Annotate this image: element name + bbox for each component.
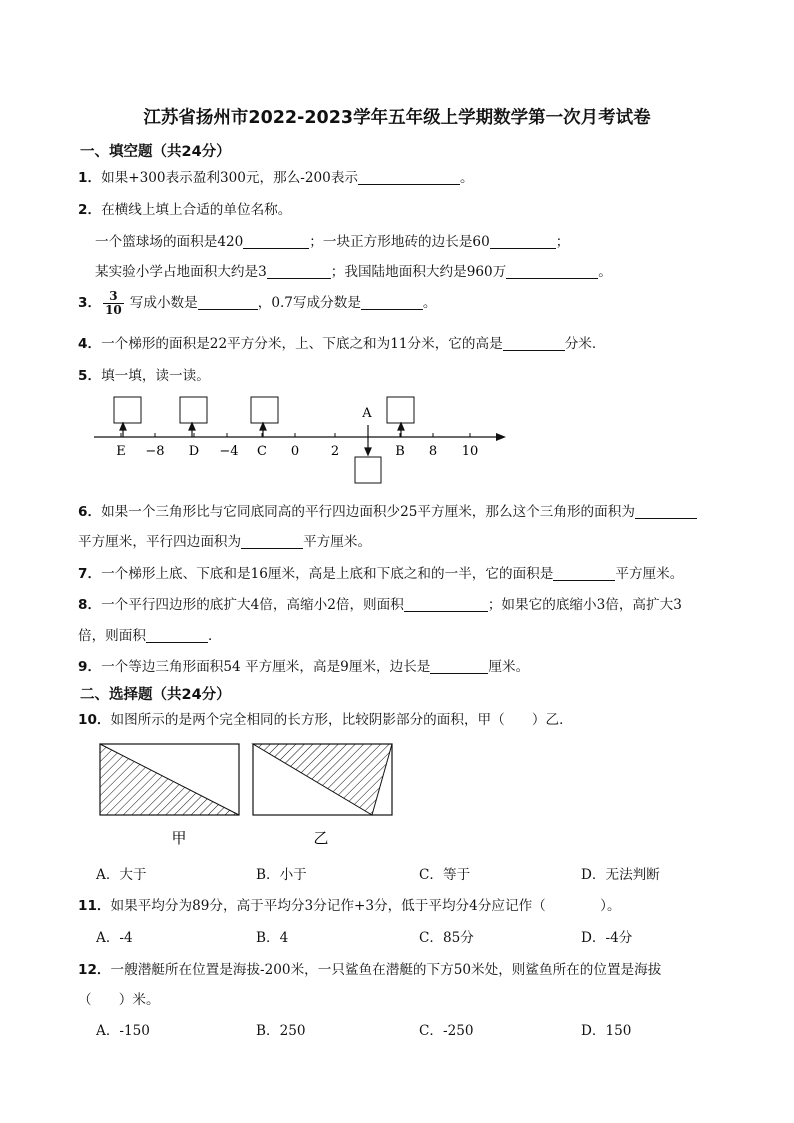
page-title: 江苏省扬州市2022-2023学年五年级上学期数学第一次月考试卷	[143, 108, 651, 128]
option-c[interactable]: C．-250	[419, 1023, 474, 1039]
answer-blank[interactable]	[553, 566, 615, 581]
question-6: 6．如果一个三角形比与它同底同高的平行四边面积少25平方厘米，那么这个三角形的面积为	[78, 500, 697, 520]
fraction: $\frac{3}{10}$	[105, 289, 122, 317]
answer-blank[interactable]	[358, 170, 460, 185]
answer-blank[interactable]	[241, 534, 303, 549]
option-b[interactable]: B．小于	[256, 867, 307, 883]
option-a[interactable]: A．-150	[96, 1023, 150, 1039]
answer-box-d[interactable]	[180, 397, 207, 423]
question-2: 2．在横线上填上合适的单位名称。	[78, 202, 292, 218]
shaded-triangle-jia	[100, 744, 239, 815]
answer-blank[interactable]	[267, 264, 331, 279]
answer-blank[interactable]	[503, 336, 565, 351]
answer-box-a[interactable]	[355, 457, 381, 483]
point-label-a: A	[362, 406, 372, 421]
option-c[interactable]: C．85分	[419, 930, 474, 946]
tick-label: 8	[428, 444, 438, 459]
option-c[interactable]: C．等于	[419, 867, 471, 883]
tick-label: C	[257, 444, 267, 459]
question-2-line-a: 一个篮球场的面积是420 ；一块正方形地砖的边长是60 ；	[95, 234, 570, 250]
option-d[interactable]: D．无法判断	[581, 867, 660, 883]
answer-blank[interactable]	[404, 597, 488, 612]
answer-blank[interactable]	[490, 234, 556, 249]
shaded-triangle-yi	[253, 744, 392, 815]
answer-box-e[interactable]	[114, 397, 141, 423]
answer-blank[interactable]	[243, 234, 309, 249]
option-d[interactable]: D．-4分	[581, 930, 633, 946]
option-b[interactable]: B．250	[256, 1023, 306, 1039]
tick-label: −8	[145, 444, 165, 459]
question-7: 7．一个梯形上底、下底和是16厘米，高是上底和下底之和的一半，它的面积是 平方厘米。	[78, 566, 684, 582]
question-1: 1．如果+300表示盈利300元，那么-200表示 。	[78, 170, 474, 186]
question-10: 10．如图所示的是两个完全相同的长方形，比较阴影部分的面积，甲（ ）乙．	[78, 712, 573, 728]
answer-blank[interactable]	[146, 628, 208, 643]
tick-label: B	[395, 444, 405, 459]
rectangles-figure	[96, 740, 396, 852]
question-2-line-b: 某实验小学占地面积大约是3 ；我国陆地面积大约是960万 。	[95, 264, 612, 280]
answer-blank[interactable]	[198, 295, 258, 310]
tick-label: E	[116, 444, 126, 459]
answer-blank[interactable]	[506, 264, 598, 279]
figure-label-jia: 甲	[171, 829, 187, 847]
answer-blank[interactable]	[361, 295, 423, 310]
question-3: 3． $\frac{3}{10}$ 写成小数是 ，0.7写成分数是 。	[78, 289, 437, 317]
answer-box-c[interactable]	[251, 397, 278, 423]
option-d[interactable]: D．150	[581, 1023, 632, 1039]
section-fill-blank: 一、填空题（共24分）	[80, 144, 231, 160]
tick-label: −4	[219, 444, 239, 459]
figure-label-yi: 乙	[313, 829, 329, 847]
option-b[interactable]: B．4	[256, 930, 289, 946]
answer-box-b[interactable]	[387, 397, 414, 423]
option-a[interactable]: A．大于	[96, 867, 147, 883]
option-a[interactable]: A．-4	[96, 930, 133, 946]
tick-label: 0	[290, 444, 300, 459]
question-6-cont: 平方厘米，平行四边面积为 平方厘米。	[78, 534, 372, 550]
tick-label: D	[188, 444, 200, 459]
question-12-cont: （ ）米。	[78, 992, 160, 1008]
answer-blank[interactable]	[430, 659, 488, 674]
question-12: 12．一艘潜艇所在位置是海拔-200米，一只鲨鱼在潜艇的下方50米处，则鲨鱼所在的位置是海拔	[78, 962, 662, 978]
question-4: 4．一个梯形的面积是22平方分米，上、下底之和为11分米，它的高是 分米．	[78, 336, 606, 352]
tick-label: 10	[461, 444, 479, 459]
question-8-cont: 倍，则面积 ．	[78, 628, 222, 644]
question-11: 11．如果平均分为89分，高于平均分3分记作+3分，低于平均分4分应记作（ ）。	[78, 898, 621, 914]
question-5: 5．填一填，读一读。	[78, 368, 210, 384]
number-line-figure	[80, 392, 520, 488]
answer-blank[interactable]	[635, 504, 697, 519]
question-9: 9．一个等边三角形面积54 平方厘米，高是9厘米，边长是 厘米。	[78, 659, 530, 675]
tick-label: 2	[330, 444, 340, 459]
question-8: 8．一个平行四边形的底扩大4倍，高缩小2倍，则面积 ；如果它的底缩小3倍，高扩大3	[78, 597, 682, 613]
section-multiple-choice: 二、选择题（共24分）	[80, 687, 231, 703]
